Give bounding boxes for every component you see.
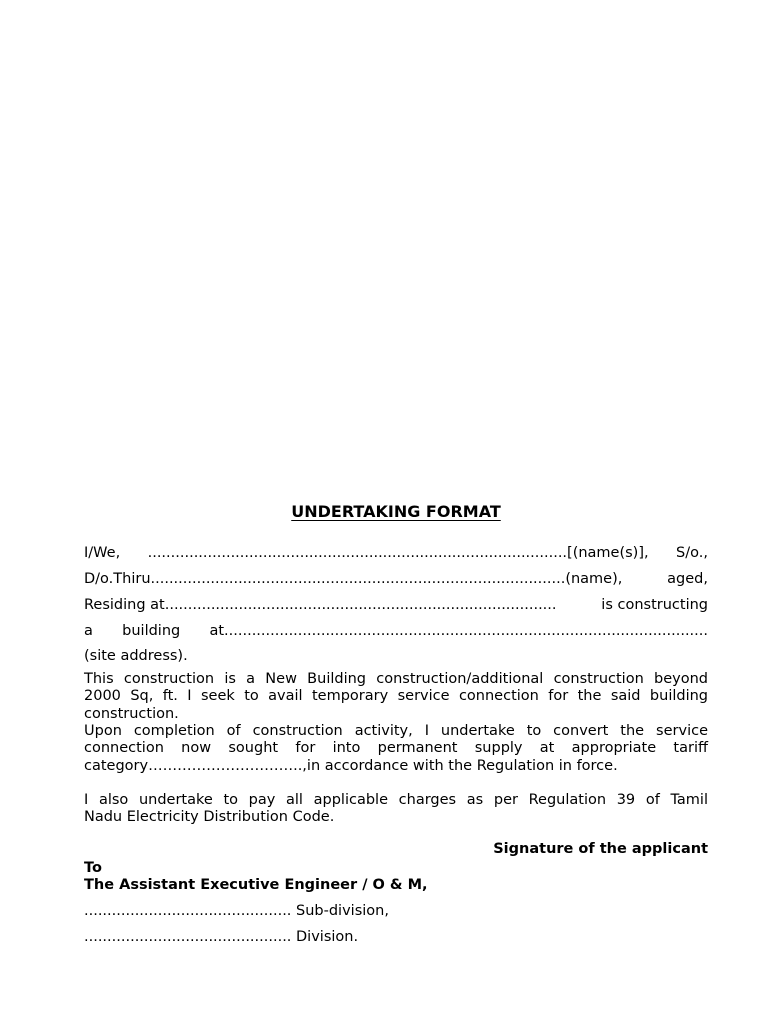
paragraph-undertaking-line-3: category…………………………..,in accordance with the Regulation in force. — [84, 757, 618, 774]
form-line-site-address — [84, 647, 708, 665]
addressee: The Assistant Executive Engineer / O & M, — [84, 877, 428, 893]
paragraph-undertaking-line-1: Upon completion of construction activity, I undertake to convert the service — [84, 723, 708, 739]
document-page — [84, 0, 708, 1024]
form-line-building — [84, 622, 708, 640]
form-line-residence-part-1: Residing at..................................................................................... — [84, 597, 557, 613]
paragraph-charges — [84, 792, 708, 827]
form-line-parent-part-1: D/o.Thiru..........................................................................................(name), — [84, 571, 623, 587]
form-line-building-part-3: at......................................................................................................... — [209, 623, 708, 639]
paragraph-construction-line-1: This construction is a New Building construction/additional construction beyond — [84, 671, 708, 687]
paragraph-undertaking-line-2: connection now sought for into permanent supply at appropriate tariff — [84, 740, 708, 757]
to-label: To — [84, 860, 102, 876]
paragraph-undertaking — [84, 723, 708, 775]
document-title: UNDERTAKING FORMAT — [291, 502, 501, 521]
form-line-parent — [84, 570, 708, 588]
form-line-name-part-1: I/We, — [84, 545, 121, 561]
form-line-site-address-text: (site address). — [84, 648, 188, 664]
form-line-building-part-2: building — [122, 623, 181, 639]
form-line-name — [84, 544, 708, 562]
form-line-name-part-2: ...........................................................................................[(name(s)], — [147, 545, 649, 561]
form-line-name-part-3: S/o., — [676, 545, 708, 561]
form-line-residence — [84, 596, 708, 614]
division-line: ............................................. Division. — [84, 929, 359, 945]
paragraph-construction-line-2: 2000 Sq, ft. I seek to avail temporary service connection for the said building — [84, 688, 708, 705]
signature-label: Signature of the applicant — [493, 841, 708, 857]
form-line-parent-part-2: aged, — [667, 571, 708, 587]
paragraph-charges-line-1: I also undertake to pay all applicable charges as per Regulation 39 of Tamil — [84, 792, 708, 808]
paragraph-charges-line-2: Nadu Electricity Distribution Code. — [84, 809, 335, 826]
subdivision-line: ............................................. Sub-division, — [84, 903, 389, 919]
form-line-building-part-1: a — [84, 623, 93, 639]
form-line-residence-part-2: is constructing — [601, 597, 708, 613]
paragraph-construction-line-3: construction. — [84, 705, 179, 722]
paragraph-construction — [84, 671, 708, 723]
